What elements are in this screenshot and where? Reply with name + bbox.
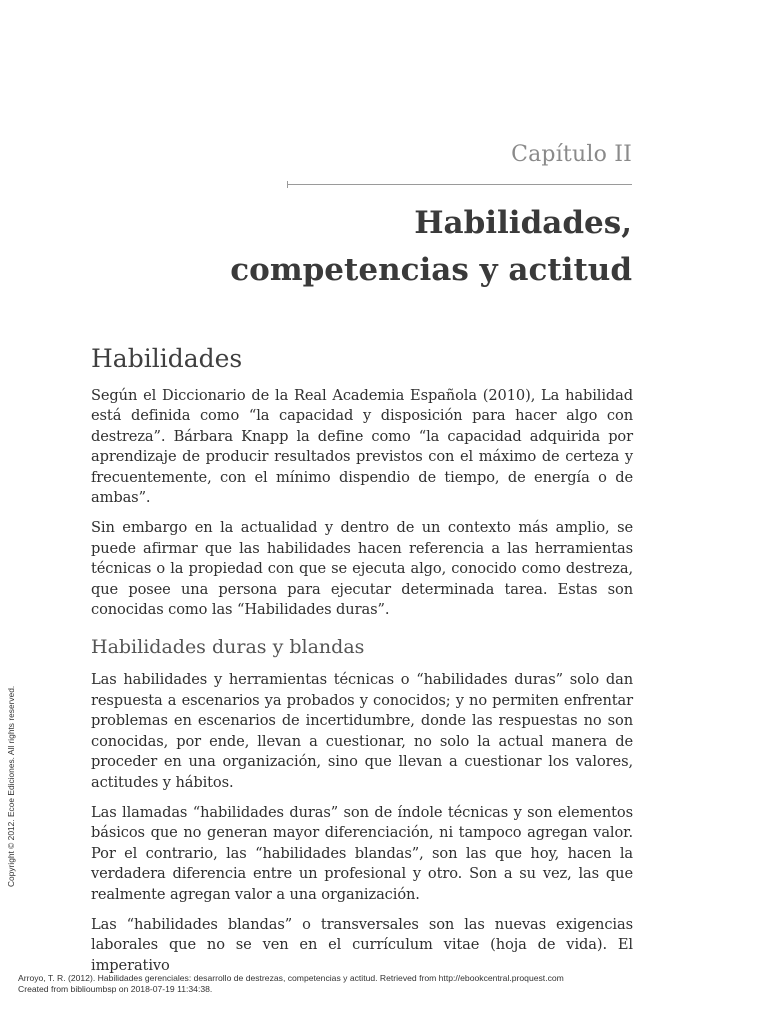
body-paragraph: Las habilidades y herramientas técnicas o “habilidades duras” solo dan respuesta a escenarios ya probados y conocidos; y no permiten enfrentar problemas en escenarios de incertidumbre, donde las respuestas no son conocidas, por ende, llevan a cuestionar, no solo la actual manera de proceder en una organización, sino que llevan a cuestionar los valores, actitudes y hábitos. xyxy=(91,671,633,791)
body-paragraph: Las “habilidades blandas” o transversales son las nuevas exigencias laborales que no se ven en el currículum vitae (hoja de vida). El imperativo xyxy=(91,915,633,974)
chapter-divider xyxy=(287,184,632,185)
copyright-notice: Copyright © 2012. Ecoe Ediciones. All rights reserved. xyxy=(6,685,16,887)
body-paragraph: Según el Diccionario de la Real Academia Española (2010), La habilidad está definida como “la capacidad y disposición para hacer algo con destreza”. Bárbara Knapp la define como “la capacidad adquirida por aprendizaje de producir resultados previstos con el máximo de certeza y frecuentemente, con el mínimo dispendio de tiempo, de energía o de ambas”. xyxy=(91,387,633,507)
subsection-heading: Habilidades duras y blandas xyxy=(91,636,365,659)
chapter-title-line-1: Habilidades, xyxy=(414,205,632,241)
chapter-title xyxy=(112,200,632,294)
body-paragraph: Sin embargo en la actualidad y dentro de un contexto más amplio, se puede afirmar que las habilidades hacen referencia a las herramientas técnicas o la propiedad con que se ejecuta algo, conocido como destreza, que posee una persona para ejecutar determinada tarea. Estas son conocidas como las “Habilidades duras”. xyxy=(91,519,633,619)
chapter-title-line-2: competencias y actitud xyxy=(230,252,632,288)
section-heading: Habilidades xyxy=(91,344,243,373)
body-paragraph: Las llamadas “habilidades duras” son de índole técnicas y son elementos básicos que no generan mayor diferenciación, ni tampoco agregan valor. Por el contrario, las “habilidades blandas”, son las que hoy, hacen la verdadera diferencia entre un profesional y otro. Son a su vez, las que realmente agregan valor a una organización. xyxy=(91,803,633,903)
citation-line: Arroyo, T. R. (2012). Habilidades gerenciales: desarrollo de destrezas, competencias y actitud. Retrieved from http://ebookcentral.proquest.com xyxy=(18,973,564,983)
created-from-line: Created from biblioumbsp on 2018-07-19 11:34:38. xyxy=(18,983,213,994)
chapter-label: Capítulo II xyxy=(511,142,632,167)
citation-footer xyxy=(18,973,758,994)
main-content xyxy=(91,342,633,986)
